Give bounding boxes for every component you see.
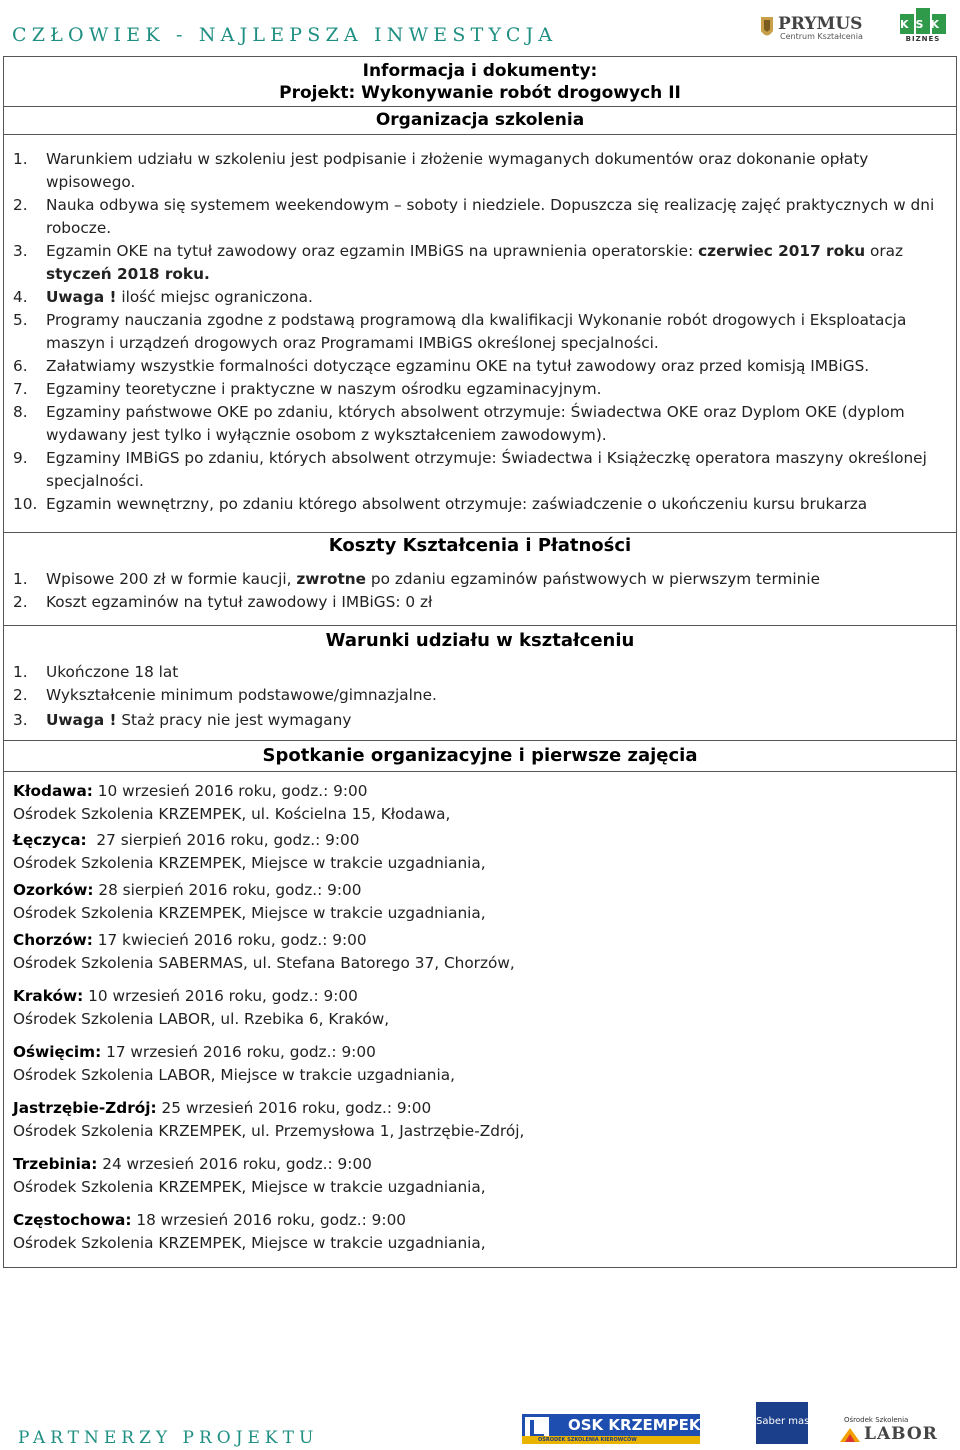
koszty-list [13, 568, 946, 614]
labor-name: LABOR [864, 1424, 938, 1444]
list-item: 2. Nauka odbywa się systemem weekendowym – soboty i niedziele. Dopuszcza się realizację zajęć praktycznych w dni robocze. [13, 196, 935, 237]
list-item: 4. Uwaga ! ilość miejsc ograniczona. [13, 288, 313, 306]
footer-slogan: PARTNERZY PROJEKTU [18, 1428, 319, 1448]
divider [4, 740, 956, 741]
list-item: 10. Egzamin wewnętrzny, po zdaniu którego absolwent otrzymuje: zaświadczenie o ukończeniu kursu brukarza [13, 495, 868, 513]
krzempek-sub: OŚRODEK SZKOLENIA KIEROWCÓW [538, 1437, 637, 1443]
list-item: 2. Wykształcenie minimum podstawowe/gimnazjalne. [13, 686, 437, 704]
ksk-sub: BIZNES [905, 35, 941, 43]
info-box [3, 56, 957, 1268]
meeting-entry: Częstochowa: 18 wrzesień 2016 roku, godz.: 9:00 Ośrodek Szkolenia KRZEMPEK, Miejsce w trakcie uzgadniania, [13, 1211, 486, 1252]
meeting-entry: Trzebinia: 24 wrzesień 2016 roku, godz.: 9:00 Ośrodek Szkolenia KRZEMPEK, Miejsce w trakcie uzgadniania, [13, 1155, 486, 1196]
meeting-entry: Jastrzębie-Zdrój: 25 wrzesień 2016 roku, godz.: 9:00 Ośrodek Szkolenia KRZEMPEK, ul. Przemysłowa 1, Jastrzębie-Zdrój, [13, 1099, 525, 1140]
list-item: 5. Programy nauczania zgodne z podstawą programową dla kwalifikacji Wykonanie robót drogowych i Eksploatacja maszyn i urządzeń drogowych oraz Programami IMBiGS określonej specjalności. [13, 311, 907, 352]
list-item: 1. Wpisowe 200 zł w formie kaucji, zwrotne po zdaniu egzaminów państwowych w pierwszym terminie [13, 570, 820, 588]
meeting-entry: Chorzów: 17 kwiecień 2016 roku, godz.: 9:00 Ośrodek Szkolenia SABERMAS, ul. Stefana Batorego 37, Chorzów, [13, 931, 515, 972]
list-item: 6. Załatwiamy wszystkie formalności dotyczące egzaminu OKE na tytuł zawodowy oraz przed komisją IMBiGS. [13, 357, 870, 375]
meeting-entry: Łęczyca: 27 sierpień 2016 roku, godz.: 9:00 Ośrodek Szkolenia KRZEMPEK, Miejsce w trakcie uzgadniania, [13, 831, 486, 872]
labor-sub: Ośrodek Szkolenia [844, 1416, 909, 1424]
prymus-logo [758, 14, 863, 44]
warunki-title: Warunki udziału w kształceniu [325, 630, 635, 651]
organizacja-list [13, 148, 946, 516]
header-slogan: CZŁOWIEK - NAJLEPSZA INWESTYCJA [12, 24, 558, 46]
prymus-sub: Centrum Kształcenia [780, 32, 863, 41]
list-item: 3. Egzamin OKE na tytuł zawodowy oraz egzamin IMBiGS na uprawnienia operatorskie: czerwiec 2017 roku oraz styczeń 2018 roku. [13, 242, 904, 283]
title-row [4, 57, 956, 107]
title-line2: Projekt: Wykonywanie robót drogowych II [279, 83, 681, 103]
partner-logo-krzempek [522, 1414, 700, 1444]
title-line1: Informacja i dokumenty: [362, 61, 598, 81]
divider [4, 625, 956, 626]
list-item: 1. Warunkiem udziału w szkoleniu jest podpisanie i złożenie wymaganych dokumentów oraz dokonanie opłaty wpisowego. [13, 150, 869, 191]
ksk-letters: KSK [900, 18, 946, 31]
list-item: 3. Uwaga ! Staż pracy nie jest wymagany [13, 711, 352, 729]
divider [4, 532, 956, 533]
meeting-entry: Oświęcim: 17 wrzesień 2016 roku, godz.: 9:00 Ośrodek Szkolenia LABOR, Miejsce w trakcie uzgadniania, [13, 1043, 455, 1084]
prymus-name: PRYMUS [778, 14, 863, 34]
partner-logo-labor [838, 1416, 944, 1444]
list-item: 8. Egzaminy państwowe OKE po zdaniu, których absolwent otrzymuje: Świadectwa OKE oraz Dyplom OKE (dyplom wydawany jest tylko i wyłącznie osobom z wykształceniem zawodowym). [13, 403, 905, 444]
list-item: 1. Ukończone 18 lat [13, 663, 179, 681]
partner-logo-sabermas [756, 1402, 808, 1444]
organizacja-title-row [4, 107, 956, 135]
meeting-entry: Kłodawa: 10 wrzesień 2016 roku, godz.: 9:00 Ośrodek Szkolenia KRZEMPEK, ul. Kościelna 15, Kłodawa, [13, 782, 451, 823]
labor-emblem-icon [838, 1426, 862, 1444]
meeting-entry: Ozorków: 28 sierpień 2016 roku, godz.: 9:00 Ośrodek Szkolenia KRZEMPEK, Miejsce w trakcie uzgadniania, [13, 881, 486, 922]
sabermas-name: Saber mas [756, 1416, 810, 1427]
list-item: 7. Egzaminy teoretyczne i praktyczne w naszym ośrodku egzaminacyjnym. [13, 380, 602, 398]
divider [4, 771, 956, 772]
organizacja-title: Organizacja szkolenia [375, 110, 585, 130]
meeting-entry: Kraków: 10 wrzesień 2016 roku, godz.: 9:00 Ośrodek Szkolenia LABOR, ul. Rzebika 6, Kraków, [13, 987, 390, 1028]
warunki-list [13, 661, 946, 732]
koszty-title: Koszty Kształcenia i Płatności [328, 535, 632, 556]
list-item: 2. Koszt egzaminów na tytuł zawodowy i IMBiGS: 0 zł [13, 593, 433, 611]
krzempek-name: OSK KRZEMPEK [568, 1416, 701, 1434]
spotkanie-title: Spotkanie organizacyjne i pierwsze zajęcia [262, 745, 698, 766]
ksk-logo [898, 6, 948, 44]
list-item: 9. Egzaminy IMBiGS po zdaniu, których absolwent otrzymuje: Świadectwa i Książeczkę operatora maszyny określonej specjalności. [13, 449, 927, 490]
